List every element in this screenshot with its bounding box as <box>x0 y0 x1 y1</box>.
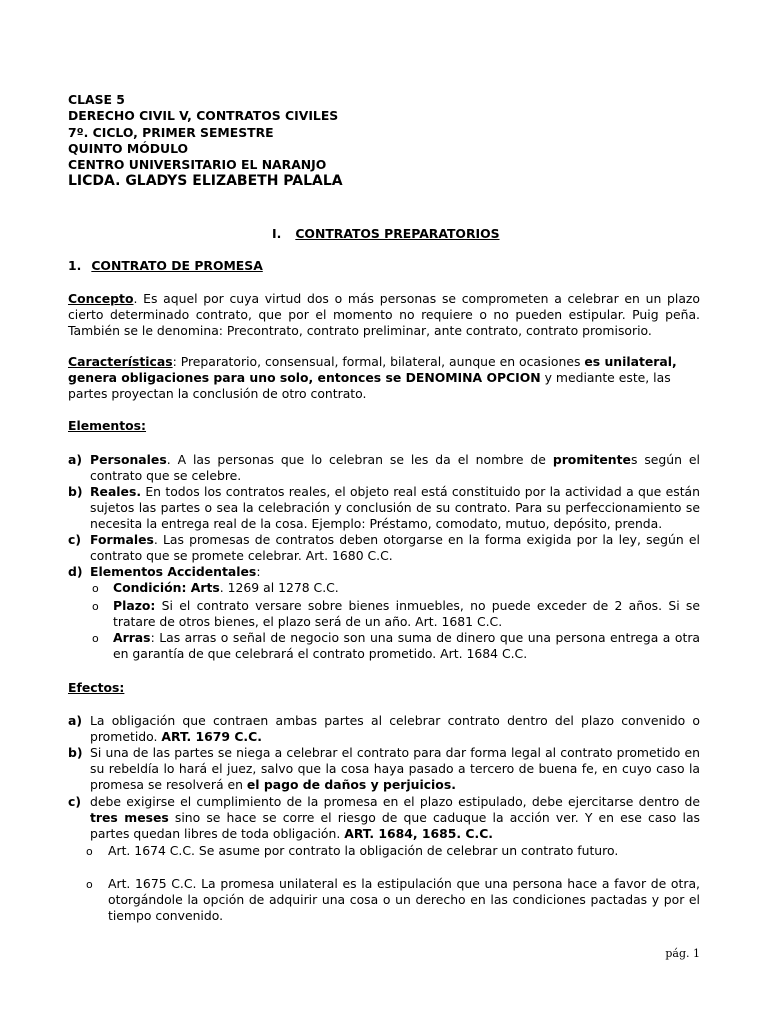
efectos-sub-art-1675: Art. 1675 C.C. La promesa unilateral es la estipulación que una persona hace a favor de otra, otorgándole la opción de adquirir una cosa o un derecho en las condiciones pactadas y por el tiempo convenido. <box>108 876 700 923</box>
efectos-a-bold: ART. 1679 C.C. <box>161 729 262 744</box>
elementos-d-sub-condicion <box>113 580 700 596</box>
efectos-a-text: La obligación que contraen ambas partes al celebrar contrato dentro del plazo convenido o prometido. <box>90 713 700 744</box>
elementos-b-label: Reales. <box>90 484 142 499</box>
bullet-icon: o <box>86 845 93 858</box>
efectos-a-item <box>90 713 700 745</box>
efectos-b-text: Si una de las partes se niega a celebrar el contrato para dar forma legal al contrato prometido en su rebeldía lo hará el juez, salvo que la cosa haya pasado a tercero de buena fe, en cuyo caso la promesa se resolverá en <box>90 745 700 792</box>
efectos-c-text-1: debe exigirse el cumplimiento de la promesa en el plazo estipulado, debe ejercitarse dentro de <box>90 794 700 809</box>
header-course: DERECHO CIVIL V, CONTRATOS CIVILES <box>68 108 339 124</box>
section-number: I. <box>272 226 282 241</box>
elementos-d-label: Elementos Accidentales <box>90 564 257 579</box>
concepto-text: . Es aquel por cuya virtud dos o más personas se comprometen a celebrar en un plazo cierto determinado contrato, que por el momento no requiere o no pueden estipular. Puig peña. También se le denomina: Precontrato, contrato preliminar, ante contrato, contrato promisorio. <box>68 291 700 338</box>
elementos-c-text: . Las promesas de contratos deben otorgarse en la forma exigida por la ley, según el contrato que se promete celebrar. Art. 1680 C.C. <box>90 532 700 563</box>
elementos-a-item <box>90 452 700 484</box>
bullet-icon: o <box>86 878 93 891</box>
elementos-a-bold: promitente <box>552 452 631 467</box>
elementos-d-sub-plazo <box>113 598 700 630</box>
efectos-c-bold-1: tres meses <box>90 810 169 825</box>
plazo-text: Si el contrato versare sobre bienes inmuebles, no puede exceder de 2 años. Si se tratare de otros bienes, el plazo será de un año. Art. 1681 C.C. <box>113 598 700 629</box>
caracteristicas-bold: es unilateral, genera obligaciones para uno solo, entonces se DENOMINA OPCION <box>68 354 677 385</box>
elementos-a-text-2: s según el contrato que se celebre. <box>90 452 700 483</box>
header-module: QUINTO MÓDULO <box>68 140 189 156</box>
efectos-c-item <box>90 794 700 842</box>
subsection-number: 1. <box>68 258 82 273</box>
elementos-c-item <box>90 532 700 564</box>
efectos-b-marker: b) <box>68 745 83 760</box>
efectos-c-marker: c) <box>68 794 82 809</box>
elementos-heading: Elementos: <box>68 418 147 433</box>
document-header <box>68 92 343 190</box>
elementos-a-marker: a) <box>68 452 83 467</box>
caracteristicas-label: Características <box>68 354 173 369</box>
bullet-icon: o <box>92 632 99 645</box>
caracteristicas-text-2: y mediante este, las partes proyectan la conclusión de otro contrato. <box>68 370 671 401</box>
elementos-b-item <box>90 484 700 532</box>
caracteristicas-paragraph <box>68 354 700 402</box>
efectos-sub-art-1674: Art. 1674 C.C. Se asume por contrato la obligación de celebrar un contrato futuro. <box>108 843 619 858</box>
header-cycle: 7º. CICLO, PRIMER SEMESTRE <box>68 124 274 140</box>
subsection-title-text: CONTRATO DE PROMESA <box>91 258 263 273</box>
elementos-a-label: Personales <box>90 452 167 467</box>
header-class: CLASE 5 <box>68 92 125 107</box>
elementos-c-marker: c) <box>68 532 82 547</box>
efectos-c-bold-2: ART. 1684, 1685. C.C. <box>344 826 494 841</box>
section-title-text: CONTRATOS PREPARATORIOS <box>295 226 500 241</box>
caracteristicas-text-1: : Preparatorio, consensual, formal, bilateral, aunque en ocasiones <box>172 354 585 369</box>
elementos-d-text: : <box>256 564 261 579</box>
condicion-label: Condición: Arts <box>113 580 220 595</box>
condicion-text: . 1269 al 1278 C.C. <box>219 580 339 595</box>
efectos-b-bold: el pago de daños y perjuicios. <box>246 777 456 792</box>
elementos-a-text-1: . A las personas que lo celebran se les da el nombre de <box>166 452 553 467</box>
plazo-label: Plazo: <box>113 598 156 613</box>
elementos-d-marker: d) <box>68 564 83 579</box>
elementos-c-label: Formales <box>90 532 154 547</box>
arras-text: : Las arras o señal de negocio son una suma de dinero que una persona entrega a otra en garantía de que celebrará el contrato prometido. Art. 1684 C.C. <box>113 630 700 661</box>
page-number: pág. 1 <box>665 947 700 960</box>
bullet-icon: o <box>92 582 99 595</box>
subsection-title <box>68 258 263 274</box>
efectos-heading: Efectos: <box>68 680 125 695</box>
efectos-c-text-2: sino se hace se corre el riesgo de que caduque la acción ver. Y en ese caso las partes quedan libres de toda obligación. <box>90 810 700 841</box>
elementos-b-text: En todos los contratos reales, el objeto real está constituido por la actividad a que están sujetos las partes o sea la celebración y conclusión de su contrato. Para su perfeccionamiento se necesita la entrega real de la cosa. Ejemplo: Préstamo, comodato, mutuo, depósito, prenda. <box>90 484 700 531</box>
elementos-d-sub-arras <box>113 630 700 662</box>
header-teacher: LICDA. GLADYS ELIZABETH PALALA <box>68 173 343 190</box>
elementos-b-marker: b) <box>68 484 83 499</box>
bullet-icon: o <box>92 600 99 613</box>
concepto-paragraph <box>68 291 700 339</box>
header-center: CENTRO UNIVERSITARIO EL NARANJO <box>68 157 327 173</box>
efectos-b-item <box>90 745 700 793</box>
section-title <box>272 226 500 242</box>
arras-label: Arras <box>113 630 151 645</box>
efectos-a-marker: a) <box>68 713 83 728</box>
elementos-d-item <box>90 564 700 580</box>
concepto-label: Concepto <box>68 291 134 306</box>
